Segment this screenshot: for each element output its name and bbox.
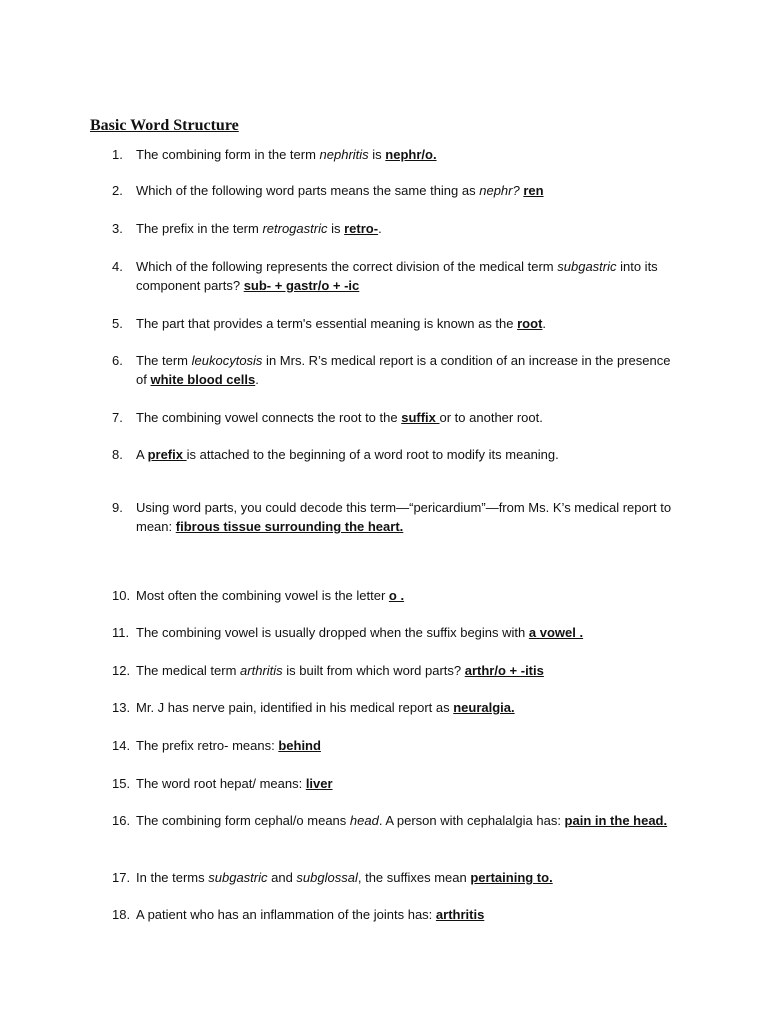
question-fragment: into its component parts? [136, 259, 658, 293]
question-fragment: Most often the combining vowel is the letter [136, 588, 389, 603]
question-number: 14. [112, 738, 131, 753]
question-item [112, 661, 682, 680]
question-fragment: is built from which word parts? [282, 663, 465, 678]
question-text [136, 257, 682, 295]
question-number: 11. [112, 625, 130, 640]
question-fragment: A [136, 447, 148, 462]
question-item [112, 314, 682, 333]
answer-text: arthritis [435, 907, 485, 922]
question-fragment: Which of the following represents the correct division of the medical term [136, 259, 558, 274]
question-fragment: The combining vowel is usually dropped when the suffix begins with [136, 625, 529, 640]
question-fragment: Mr. J has nerve pain, identified in his medical report as [136, 700, 454, 715]
answer-text: pertaining to. [470, 870, 553, 885]
question-text [136, 868, 682, 887]
question-fragment: The word root hepat/ means: [136, 776, 306, 791]
term-italic: subgastric [557, 259, 617, 274]
answer-text: root [517, 316, 543, 331]
question-item [112, 811, 682, 830]
answer-text: suffix [401, 410, 440, 425]
question-text [136, 219, 682, 238]
question-fragment: The part that provides a term's essential meaning is known as the [136, 316, 518, 331]
question-text [136, 905, 682, 924]
answer-text: ren [523, 183, 544, 198]
answer-text: pain in the head. [564, 813, 668, 828]
term-italic: subgastric [208, 870, 268, 885]
question-number: 3. [112, 221, 123, 236]
term-italic: head [349, 813, 379, 828]
question-item [112, 586, 682, 605]
question-fragment: in Mrs. R’s medical report is a condition of an increase in the presence of [136, 353, 671, 387]
question-fragment: The prefix retro- means: [136, 738, 279, 753]
question-text [136, 314, 682, 333]
question-number: 2. [112, 183, 123, 198]
question-fragment: Using word parts, you could decode this term—“pericardium”—from Ms. K’s medical report to mean: [136, 500, 672, 534]
question-text [136, 181, 682, 200]
question-item [112, 736, 682, 755]
question-fragment: . A person with cephalalgia has: [378, 813, 565, 828]
question-fragment: is attached to the beginning of a word root to modify its meaning. [186, 447, 559, 462]
question-text [136, 586, 682, 605]
answer-text: behind [278, 738, 321, 753]
question-fragment: , the suffixes mean [357, 870, 471, 885]
question-fragment: . [542, 316, 547, 331]
question-text [136, 498, 682, 536]
answer-text: neuralgia. [453, 700, 515, 715]
answer-text: white blood cells [150, 372, 256, 387]
page-title: Basic Word Structure [90, 117, 239, 134]
question-number: 13. [112, 700, 131, 715]
question-text [136, 774, 682, 793]
question-item [112, 181, 682, 200]
question-item [112, 145, 682, 164]
answer-text: nephr/o. [385, 147, 437, 162]
answer-text: o . [388, 588, 405, 603]
question-text [136, 145, 682, 164]
question-fragment: In the terms [136, 870, 209, 885]
answer-text: a vowel . [528, 625, 584, 640]
question-fragment: The prefix in the term [136, 221, 263, 236]
question-item [112, 698, 682, 717]
answer-text: arthr/o + -itis [464, 663, 544, 678]
question-number: 6. [112, 353, 123, 368]
question-text [136, 623, 682, 642]
term-italic: nephritis [319, 147, 369, 162]
question-text [136, 811, 682, 830]
question-number: 1. [112, 147, 123, 162]
question-fragment: The term [136, 353, 192, 368]
question-number: 12. [112, 663, 131, 678]
question-text [136, 445, 682, 464]
question-item [112, 498, 682, 536]
question-text [136, 351, 682, 389]
question-fragment: and [267, 870, 297, 885]
question-fragment: is [368, 147, 386, 162]
question-fragment: The combining form cephal/o means [136, 813, 350, 828]
question-item [112, 623, 682, 642]
question-fragment: The medical term [136, 663, 241, 678]
term-italic: nephr? [479, 183, 520, 198]
question-text [136, 736, 682, 755]
question-number: 10. [112, 588, 131, 603]
question-fragment: Which of the following word parts means the same thing as [136, 183, 480, 198]
question-number: 9. [112, 500, 123, 515]
question-number: 4. [112, 259, 123, 274]
question-number: 5. [112, 316, 123, 331]
question-number: 7. [112, 410, 123, 425]
question-item [112, 868, 682, 887]
question-fragment: or to another root. [439, 410, 543, 425]
answer-text: liver [305, 776, 333, 791]
question-number: 17. [112, 870, 131, 885]
term-italic: leukocytosis [191, 353, 263, 368]
question-text [136, 698, 682, 717]
term-italic: retrogastric [262, 221, 328, 236]
question-fragment: is [327, 221, 345, 236]
question-item [112, 905, 682, 924]
term-italic: arthritis [240, 663, 283, 678]
answer-text: retro- [344, 221, 379, 236]
question-number: 18. [112, 907, 131, 922]
answer-text: sub- + gastr/o + -ic [243, 278, 360, 293]
question-text [136, 661, 682, 680]
question-number: 15. [112, 776, 131, 791]
question-fragment: A patient who has an inflammation of the joints has: [136, 907, 436, 922]
question-item [112, 445, 682, 464]
question-text [136, 408, 682, 427]
question-fragment: The combining vowel connects the root to the [136, 410, 402, 425]
term-italic: subglossal [296, 870, 358, 885]
answer-text: prefix [147, 447, 187, 462]
question-fragment: The combining form in the term [136, 147, 320, 162]
question-item [112, 774, 682, 793]
question-number: 8. [112, 447, 123, 462]
question-fragment: . [255, 372, 259, 387]
question-fragment: . [378, 221, 382, 236]
question-item [112, 219, 682, 238]
question-number: 16. [112, 813, 131, 828]
answer-text: fibrous tissue surrounding the heart. [175, 519, 404, 534]
question-item [112, 408, 682, 427]
question-item [112, 257, 682, 295]
question-item [112, 351, 682, 389]
